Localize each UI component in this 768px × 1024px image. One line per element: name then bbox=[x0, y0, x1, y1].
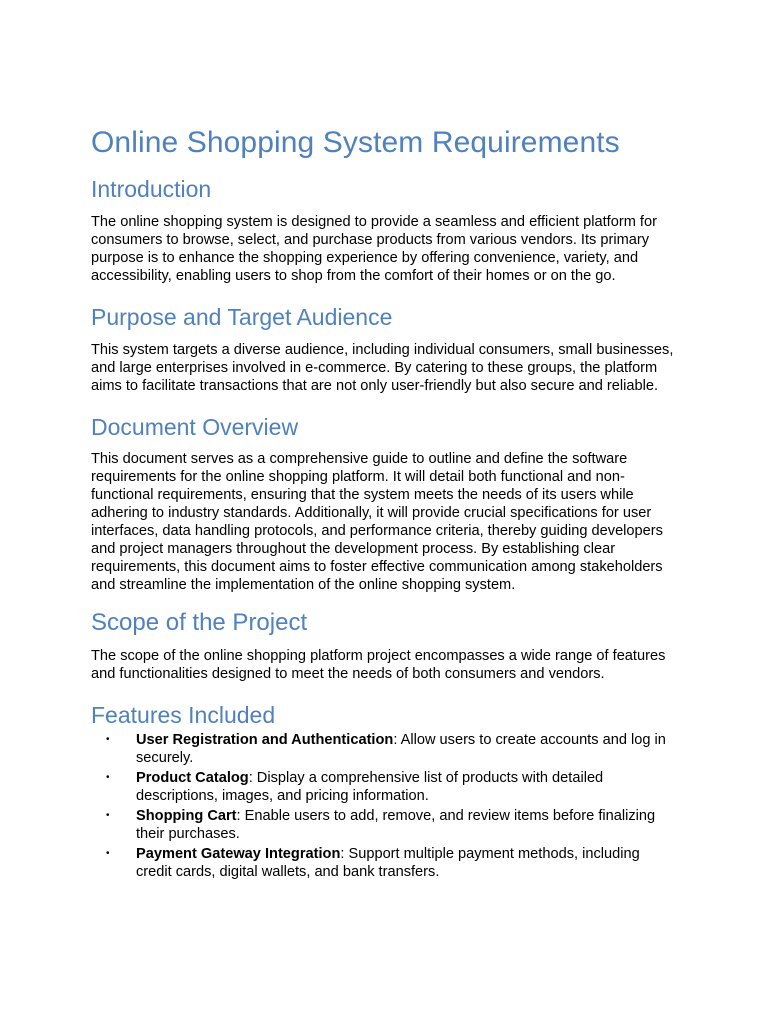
overview-paragraph: This document serves as a comprehensive guide to outline and define the software requirements for the online shopping platform. It will detail both functional and non-functional requirements, ensuring that the system meets the needs of its users while adhering to industry standards. Additionally, it will provide crucial specifications for user interfaces, data handling protocols, and performance criteria, thereby guiding developers and project managers throughout the development process. By establishing clear requirements, this document aims to foster effective communication among stakeholders and streamline the implementation of the online shopping system. bbox=[91, 451, 663, 593]
list-item bbox=[91, 845, 678, 881]
overview-heading: Document Overview bbox=[91, 414, 299, 440]
bullet-icon: • bbox=[106, 734, 110, 745]
list-item bbox=[91, 807, 678, 843]
feature-term: Product Catalog bbox=[136, 770, 249, 786]
bullet-icon: • bbox=[106, 848, 110, 859]
document-title: Online Shopping System Requirements bbox=[91, 126, 620, 159]
introduction-heading: Introduction bbox=[91, 176, 212, 202]
purpose-heading: Purpose and Target Audience bbox=[91, 304, 393, 330]
scope-paragraph: The scope of the online shopping platform project encompasses a wide range of features and functionalities designed to meet the needs of both consumers and vendors. bbox=[91, 648, 666, 682]
features-list bbox=[91, 731, 678, 881]
bullet-icon: • bbox=[106, 772, 110, 783]
feature-term: Payment Gateway Integration bbox=[136, 846, 341, 862]
feature-description: : Allow users to create accounts and log in securely. bbox=[136, 732, 666, 766]
bullet-icon: • bbox=[106, 810, 110, 821]
list-item bbox=[91, 731, 678, 767]
scope-heading: Scope of the Project bbox=[91, 609, 308, 636]
feature-term: User Registration and Authentication bbox=[136, 732, 394, 748]
features-heading: Features Included bbox=[91, 702, 276, 728]
feature-term: Shopping Cart bbox=[136, 808, 237, 824]
feature-description: : Display a comprehensive list of products with detailed descriptions, images, and pricing information. bbox=[136, 770, 604, 804]
introduction-paragraph: The online shopping system is designed to provide a seamless and efficient platform for consumers to browse, select, and purchase products from various vendors. Its primary purpose is to enhance the shopping experience by offering convenience, variety, and accessibility, enabling users to shop from the comfort of their homes or on the go. bbox=[91, 214, 657, 284]
purpose-paragraph: This system targets a diverse audience, including individual consumers, small businesses, and large enterprises involved in e-commerce. By catering to these groups, the platform aims to facilitate transactions that are not only user-friendly but also secure and reliable. bbox=[91, 342, 674, 394]
feature-description: : Enable users to add, remove, and review items before finalizing their purchases. bbox=[136, 808, 656, 842]
list-item bbox=[91, 769, 678, 805]
feature-description: : Support multiple payment methods, including credit cards, digital wallets, and bank transfers. bbox=[136, 846, 640, 880]
